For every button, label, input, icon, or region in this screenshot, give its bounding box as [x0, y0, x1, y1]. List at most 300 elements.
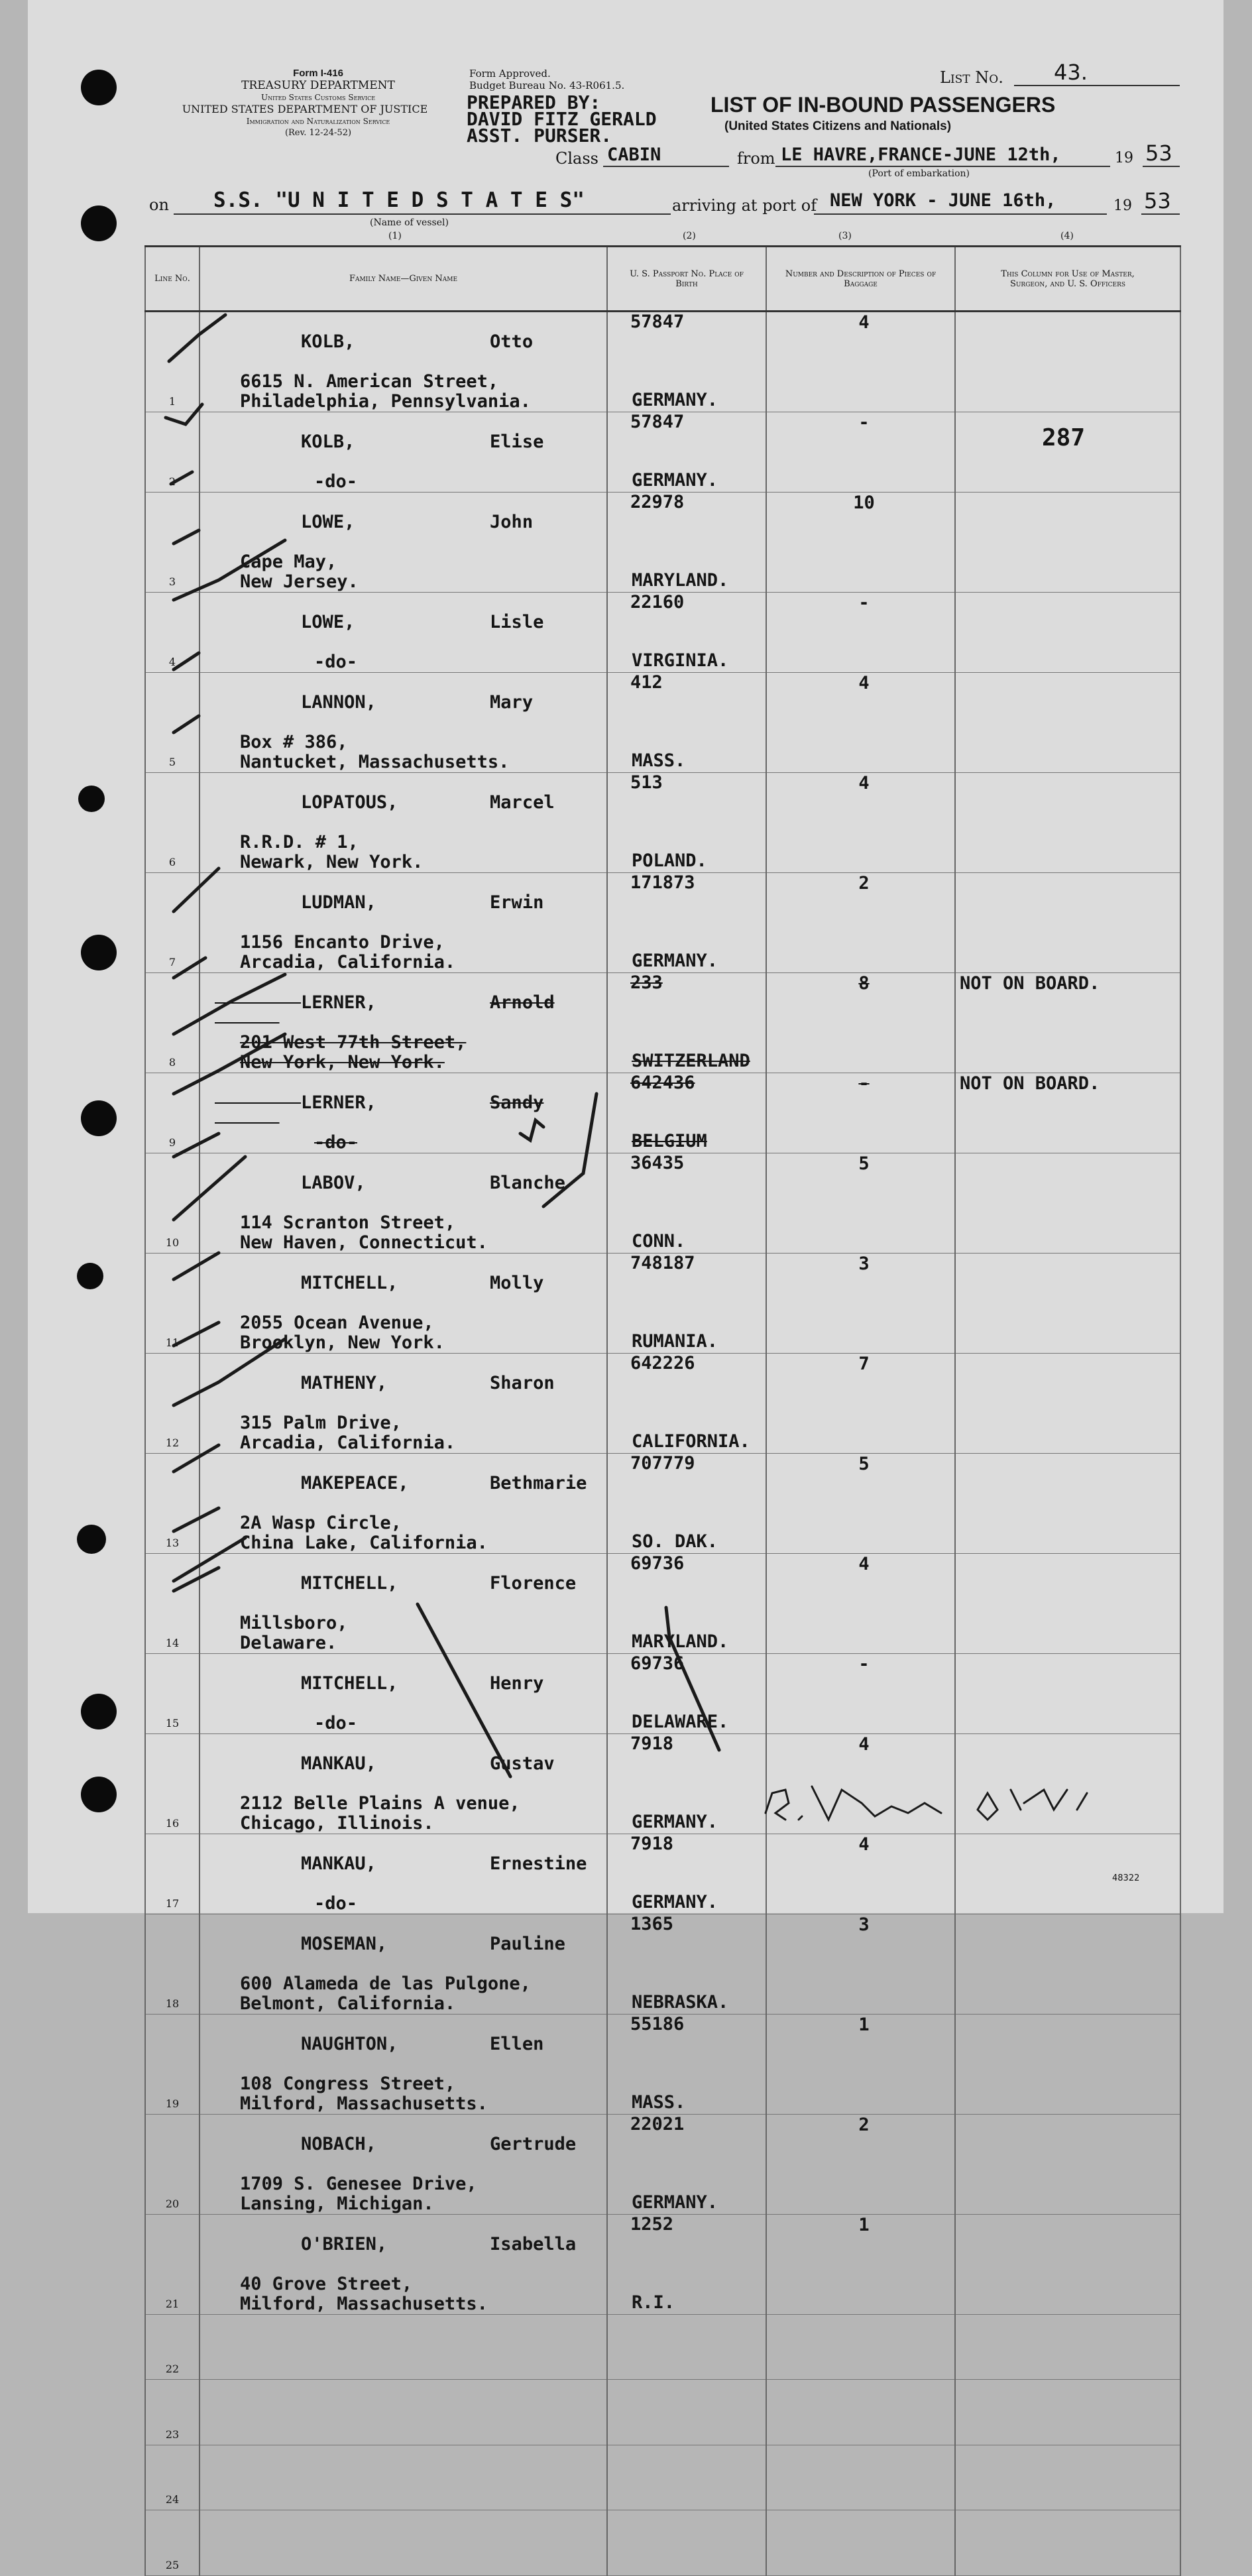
- address-line-2: New York, New York.: [240, 1052, 445, 1073]
- header-passport: U. S. Passport No. Place of Birth: [607, 247, 766, 312]
- table-row: [145, 1554, 1180, 1654]
- baggage-count: 4: [858, 673, 870, 693]
- address-line-2: Milford, Massachusetts.: [240, 2294, 488, 2314]
- passport-cell: [607, 312, 766, 412]
- line-number: 1: [145, 312, 199, 412]
- baggage-count: 4: [858, 1554, 870, 1574]
- line-number: 18: [145, 1914, 199, 2015]
- address-line-2: Belmont, California.: [240, 1993, 456, 2014]
- customs-label: United States Customs Service: [260, 93, 376, 102]
- line-number: 21: [145, 2215, 199, 2315]
- officers-cell: [955, 1734, 1180, 1834]
- passenger-table: [144, 245, 1181, 2576]
- officers-cell: [955, 1834, 1180, 1914]
- table-row: [145, 873, 1180, 973]
- name-cell: [199, 593, 607, 673]
- passport-number: 707779: [630, 1453, 695, 1474]
- table-row: [145, 2115, 1180, 2215]
- officers-cell: [955, 1354, 1180, 1454]
- header-name: Family Name—Given Name: [199, 247, 607, 312]
- place-of-birth: GERMANY.: [632, 470, 718, 491]
- baggage-count: 10: [853, 493, 875, 513]
- address-line-1: -do-: [314, 471, 358, 492]
- address-line-1: -do-: [314, 1893, 358, 1914]
- passport-number: 642436: [630, 1073, 695, 1093]
- place-of-birth: SWITZERLAND: [632, 1051, 750, 1071]
- place-of-birth: MARYLAND.: [632, 570, 729, 591]
- address-line-2: Delaware.: [240, 1633, 337, 1653]
- address-line-2: Newark, New York.: [240, 852, 424, 872]
- passport-number: 1365: [630, 1914, 674, 1934]
- line-number: 11: [145, 1254, 199, 1354]
- name-cell: [199, 1734, 607, 1834]
- baggage-cell: [766, 2510, 955, 2575]
- family-name: LUDMAN,: [301, 892, 376, 913]
- passport-cell: [607, 1254, 766, 1354]
- table-row: [145, 673, 1180, 773]
- name-cell: [199, 1834, 607, 1914]
- name-cell: [199, 2380, 607, 2445]
- given-name: Bethmarie: [490, 1473, 587, 1493]
- officers-cell: [955, 2215, 1180, 2315]
- baggage-cell: [766, 2445, 955, 2510]
- officers-cell: [955, 2445, 1180, 2510]
- officers-cell: [955, 312, 1180, 412]
- header-line-no: Line No.: [145, 247, 199, 312]
- table-row: [145, 593, 1180, 673]
- address-line-1: -do-: [314, 1713, 358, 1733]
- arrival-port: NEW YORK - JUNE 16th,: [830, 190, 1056, 211]
- line-number: 23: [145, 2380, 199, 2445]
- address-line-1: 2112 Belle Plains A venue,: [240, 1793, 520, 1814]
- baggage-count: -: [858, 1654, 870, 1674]
- given-name: Florence: [490, 1573, 577, 1594]
- address-line-1: -do-: [314, 652, 358, 672]
- passport-cell: [607, 2380, 766, 2445]
- baggage-cell: [766, 673, 955, 773]
- passport-number: 57847: [630, 412, 685, 432]
- place-of-birth: GERMANY.: [632, 1892, 718, 1912]
- passport-number: 22978: [630, 492, 685, 512]
- passport-cell: [607, 2510, 766, 2575]
- baggage-count: 4: [858, 1734, 870, 1755]
- line-number: 25: [145, 2510, 199, 2575]
- family-name: LOWE,: [301, 512, 355, 532]
- address-line-1: 2A Wasp Circle,: [240, 1513, 402, 1533]
- table-row: [145, 1153, 1180, 1254]
- baggage-cell: [766, 1454, 955, 1554]
- from-value: LE HAVRE,FRANCE-JUNE 12th,: [781, 145, 1061, 165]
- baggage-cell: [766, 2115, 955, 2215]
- baggage-cell: [766, 1554, 955, 1654]
- address-line-1: 600 Alameda de las Pulgone,: [240, 1973, 531, 1994]
- revision-label: (Rev. 12-24-52): [284, 128, 352, 138]
- given-name: Ellen: [490, 2034, 544, 2054]
- name-cell: [199, 1153, 607, 1254]
- vessel-name: S.S. "U N I T E D S T A T E S": [213, 188, 585, 212]
- officers-cell: [955, 1654, 1180, 1734]
- place-of-birth: SO. DAK.: [632, 1531, 718, 1552]
- table-row: [145, 2380, 1180, 2445]
- arrival-underline: [814, 213, 1107, 215]
- passport-cell: [607, 1834, 766, 1914]
- year-prefix-2: 19: [1113, 198, 1132, 214]
- passport-cell: [607, 593, 766, 673]
- address-line-1: -do-: [314, 1132, 358, 1153]
- table-row: [145, 1834, 1180, 1914]
- name-cell: [199, 873, 607, 973]
- name-cell: [199, 1454, 607, 1554]
- passport-cell: [607, 1914, 766, 2015]
- passport-cell: [607, 773, 766, 873]
- name-cell: [199, 2215, 607, 2315]
- baggage-count: -: [858, 593, 870, 613]
- place-of-birth: GERMANY.: [632, 390, 718, 410]
- passport-cell: [607, 873, 766, 973]
- punch-hole: [81, 205, 117, 241]
- place-of-birth: CALIFORNIA.: [632, 1431, 750, 1452]
- family-name: LERNER,: [301, 1092, 376, 1113]
- address-line-2: Arcadia, California.: [240, 952, 456, 972]
- punch-hole: [77, 1263, 103, 1289]
- baggage-cell: [766, 1654, 955, 1734]
- baggage-cell: [766, 2380, 955, 2445]
- punch-hole: [77, 1525, 106, 1554]
- passport-number: 69736: [630, 1553, 685, 1574]
- line-number: 13: [145, 1454, 199, 1554]
- passport-cell: [607, 973, 766, 1073]
- officers-cell: [955, 1454, 1180, 1554]
- address-line-1: 108 Congress Street,: [240, 2074, 456, 2094]
- preparer-name: DAVID FITZ GERALD: [467, 108, 657, 130]
- passport-number: 7918: [630, 1834, 674, 1854]
- passport-number: 57847: [630, 312, 685, 332]
- prepared-by-label: PREPARED BY:: [467, 91, 601, 113]
- table-row: [145, 2315, 1180, 2380]
- baggage-count: 4: [858, 1834, 870, 1855]
- baggage-cell: [766, 593, 955, 673]
- baggage-cell: [766, 2315, 955, 2380]
- family-name: MAKEPEACE,: [301, 1473, 409, 1493]
- address-line-1: Cape May,: [240, 552, 337, 572]
- passport-cell: [607, 412, 766, 493]
- table-row: [145, 412, 1180, 493]
- passport-number: 36435: [630, 1153, 685, 1173]
- officers-cell: [955, 1153, 1180, 1254]
- family-name: O'BRIEN,: [301, 2234, 388, 2254]
- baggage-count: -: [858, 1073, 870, 1094]
- passport-number: 22021: [630, 2114, 685, 2135]
- baggage-cell: [766, 1734, 955, 1834]
- name-cell: [199, 1254, 607, 1354]
- officer-remark: NOT ON BOARD.: [960, 973, 1100, 994]
- given-name: Mary: [490, 692, 534, 713]
- name-cell: [199, 1914, 607, 2015]
- given-name: Lisle: [490, 612, 544, 632]
- passport-cell: [607, 1654, 766, 1734]
- table-row: [145, 2015, 1180, 2115]
- officers-cell: [955, 593, 1180, 673]
- name-cell: [199, 773, 607, 873]
- table-row: [145, 312, 1180, 412]
- place-of-birth: MASS.: [632, 2092, 686, 2113]
- line-number: 3: [145, 493, 199, 593]
- baggage-cell: [766, 773, 955, 873]
- given-name: John: [490, 512, 534, 532]
- officers-cell: [955, 1254, 1180, 1354]
- officer-remark: NOT ON BOARD.: [960, 1073, 1100, 1094]
- line-number: 4: [145, 593, 199, 673]
- place-of-birth: VIRGINIA.: [632, 650, 729, 671]
- place-of-birth: GERMANY.: [632, 2192, 718, 2213]
- table-row: [145, 1354, 1180, 1454]
- address-line-2: Chicago, Illinois.: [240, 1813, 434, 1834]
- line-number: 6: [145, 773, 199, 873]
- passport-number: 748187: [630, 1253, 695, 1273]
- passport-number: 412: [630, 672, 663, 693]
- col-num-2: (2): [683, 231, 696, 241]
- from-underline: [775, 166, 1110, 167]
- arriving-label: arriving at port of: [672, 196, 817, 215]
- officers-cell: [955, 2115, 1180, 2215]
- baggage-cell: [766, 1354, 955, 1454]
- name-cell: [199, 493, 607, 593]
- line-number: 9: [145, 1073, 199, 1153]
- address-line-2: Milford, Massachusetts.: [240, 2093, 488, 2114]
- table-row: [145, 1654, 1180, 1734]
- address-line-2: Philadelphia, Pennsylvania.: [240, 391, 531, 412]
- punch-hole: [81, 1777, 117, 1812]
- form-header-left: [182, 68, 451, 139]
- year-2: 53: [1144, 188, 1171, 213]
- line-number: 15: [145, 1654, 199, 1734]
- form-number: Form I-416: [293, 68, 343, 79]
- baggage-cell: [766, 1834, 955, 1914]
- given-name: Elise: [490, 432, 544, 452]
- officers-cell: [955, 2380, 1180, 2445]
- baggage-cell: [766, 1914, 955, 2015]
- address-line-2: Nantucket, Massachusetts.: [240, 752, 510, 772]
- class-underline: [603, 166, 729, 167]
- name-cell: [199, 2445, 607, 2510]
- class-label: Class: [555, 149, 598, 168]
- officers-cell: [955, 873, 1180, 973]
- given-name: Erwin: [490, 892, 544, 913]
- table-row: [145, 973, 1180, 1073]
- address-line-2: New Haven, Connecticut.: [240, 1232, 488, 1253]
- officers-cell: [955, 1554, 1180, 1654]
- given-name: Otto: [490, 331, 534, 352]
- address-line-1: 1156 Encanto Drive,: [240, 932, 445, 953]
- col-num-4: (4): [1060, 231, 1074, 241]
- line-number: 12: [145, 1354, 199, 1454]
- passport-cell: [607, 2115, 766, 2215]
- given-name: Henry: [490, 1673, 544, 1694]
- family-name: MATHENY,: [301, 1373, 388, 1393]
- officers-cell: [955, 2315, 1180, 2380]
- family-name: LANNON,: [301, 692, 376, 713]
- place-of-birth: NEBRASKA.: [632, 1992, 729, 2013]
- line-number: 20: [145, 2115, 199, 2215]
- place-of-birth: POLAND.: [632, 850, 707, 871]
- table-row: [145, 1454, 1180, 1554]
- table-row: [145, 1734, 1180, 1834]
- baggage-cell: [766, 1153, 955, 1254]
- line-number: 22: [145, 2315, 199, 2380]
- address-line-1: Millsboro,: [240, 1613, 348, 1633]
- given-name: Marcel: [490, 792, 555, 813]
- address-line-1: 6615 N. American Street,: [240, 371, 499, 392]
- passport-number: 642226: [630, 1353, 695, 1374]
- given-name: Molly: [490, 1273, 544, 1293]
- passport-cell: [607, 1153, 766, 1254]
- passport-cell: [607, 1354, 766, 1454]
- address-line-1: Box # 386,: [240, 732, 348, 752]
- name-cell: [199, 2315, 607, 2380]
- form-approved: Form Approved.: [469, 68, 551, 80]
- officers-cell: [955, 2015, 1180, 2115]
- line-number: 14: [145, 1554, 199, 1654]
- name-cell: [199, 2510, 607, 2575]
- place-of-birth: GERMANY.: [632, 951, 718, 971]
- place-of-birth: MASS.: [632, 750, 686, 771]
- table-row: [145, 1254, 1180, 1354]
- line-number: 10: [145, 1153, 199, 1254]
- name-cell: [199, 973, 607, 1073]
- family-name: LABOV,: [301, 1173, 366, 1193]
- passport-number: 233: [630, 972, 663, 993]
- header-baggage: Number and Description of Pieces of Baggage: [766, 247, 955, 312]
- vessel-caption: (Name of vessel): [370, 217, 449, 228]
- line-number: 8: [145, 973, 199, 1073]
- header-officers: This Column for Use of Master, Surgeon, and U. S. Officers: [955, 247, 1180, 312]
- table-row: [145, 2510, 1180, 2575]
- passport-number: 171873: [630, 872, 695, 893]
- form-subtitle: (United States Citizens and Nationals): [724, 119, 952, 133]
- place-of-birth: MARYLAND.: [632, 1631, 729, 1652]
- officers-cell: [955, 973, 1180, 1073]
- baggage-cell: [766, 1254, 955, 1354]
- place-of-birth: BELGIUM: [632, 1131, 707, 1151]
- family-name: MANKAU,: [301, 1753, 376, 1774]
- baggage-count: 7: [858, 1354, 870, 1374]
- address-line-1: 315 Palm Drive,: [240, 1413, 402, 1433]
- passport-number: 22160: [630, 592, 685, 613]
- officers-cell: [955, 673, 1180, 773]
- year-underline-1: [1143, 166, 1180, 167]
- baggage-cell: [766, 973, 955, 1073]
- family-name: KOLB,: [301, 432, 355, 452]
- family-name: MANKAU,: [301, 1853, 376, 1874]
- annotation-287: 287: [1042, 424, 1086, 451]
- justice-label: UNITED STATES DEPARTMENT OF JUSTICE: [182, 103, 428, 115]
- year-prefix-1: 19: [1115, 150, 1133, 166]
- baggage-cell: [766, 1073, 955, 1153]
- family-name: MITCHELL,: [301, 1573, 398, 1594]
- passport-number: 55186: [630, 2014, 685, 2034]
- baggage-count: 4: [858, 773, 870, 793]
- officers-cell: [955, 773, 1180, 873]
- family-name: NAUGHTON,: [301, 2034, 398, 2054]
- name-cell: [199, 673, 607, 773]
- given-name: Ernestine: [490, 1853, 587, 1874]
- place-of-birth: RUMANIA.: [632, 1331, 718, 1352]
- address-line-2: China Lake, California.: [240, 1533, 488, 1553]
- baggage-cell: [766, 312, 955, 412]
- passport-number: 1252: [630, 2214, 674, 2235]
- list-no-label: List No.: [940, 68, 1003, 87]
- passport-cell: [607, 673, 766, 773]
- family-name: KOLB,: [301, 331, 355, 352]
- footer-number: 48322: [1112, 1873, 1140, 1883]
- line-number: 17: [145, 1834, 199, 1914]
- baggage-count: 3: [858, 1254, 870, 1274]
- passport-number: 69736: [630, 1653, 685, 1674]
- punch-hole: [78, 786, 105, 812]
- baggage-cell: [766, 412, 955, 493]
- year-1: 53: [1145, 141, 1172, 166]
- family-name: LOWE,: [301, 612, 355, 632]
- ins-label: Immigration and Naturalization Service: [246, 117, 390, 126]
- line-number: 7: [145, 873, 199, 973]
- table-row: [145, 1914, 1180, 2015]
- passport-cell: [607, 2445, 766, 2510]
- officers-cell: [955, 1073, 1180, 1153]
- passport-cell: [607, 2315, 766, 2380]
- baggage-count: 5: [858, 1454, 870, 1474]
- punch-hole: [81, 935, 117, 970]
- baggage-cell: [766, 873, 955, 973]
- address-line-1: 40 Grove Street,: [240, 2274, 413, 2294]
- family-name: NOBACH,: [301, 2134, 376, 2154]
- passport-cell: [607, 1073, 766, 1153]
- address-line-1: 114 Scranton Street,: [240, 1212, 456, 1233]
- address-line-1: 1709 S. Genesee Drive,: [240, 2174, 477, 2194]
- given-name: Isabella: [490, 2234, 577, 2254]
- passport-number: 7918: [630, 1733, 674, 1754]
- vessel-underline: [174, 213, 671, 215]
- passport-cell: [607, 2015, 766, 2115]
- given-name: Gustav: [490, 1753, 555, 1774]
- name-cell: [199, 1073, 607, 1153]
- family-name: LERNER,: [301, 992, 376, 1013]
- place-of-birth: CONN.: [632, 1231, 686, 1252]
- line-number: 24: [145, 2445, 199, 2510]
- punch-hole: [81, 70, 117, 105]
- name-cell: [199, 1554, 607, 1654]
- name-cell: [199, 1654, 607, 1734]
- table-row: [145, 493, 1180, 593]
- passport-cell: [607, 1454, 766, 1554]
- baggage-count: 5: [858, 1153, 870, 1174]
- baggage-count: 2: [858, 2115, 870, 2135]
- given-name: Gertrude: [490, 2134, 577, 2154]
- passport-cell: [607, 1734, 766, 1834]
- family-name: MITCHELL,: [301, 1273, 398, 1293]
- given-name: Pauline: [490, 1934, 565, 1954]
- year-underline-2: [1141, 213, 1180, 215]
- name-cell: [199, 2115, 607, 2215]
- baggage-count: 1: [858, 2215, 870, 2235]
- name-cell: [199, 1354, 607, 1454]
- prepared-by-block: [467, 91, 657, 146]
- line-number: 5: [145, 673, 199, 773]
- table-header-row: [145, 247, 1180, 312]
- baggage-count: 3: [858, 1914, 870, 1935]
- punch-hole: [81, 1100, 117, 1136]
- col-num-1: (1): [388, 231, 402, 241]
- approval-block: [469, 68, 624, 91]
